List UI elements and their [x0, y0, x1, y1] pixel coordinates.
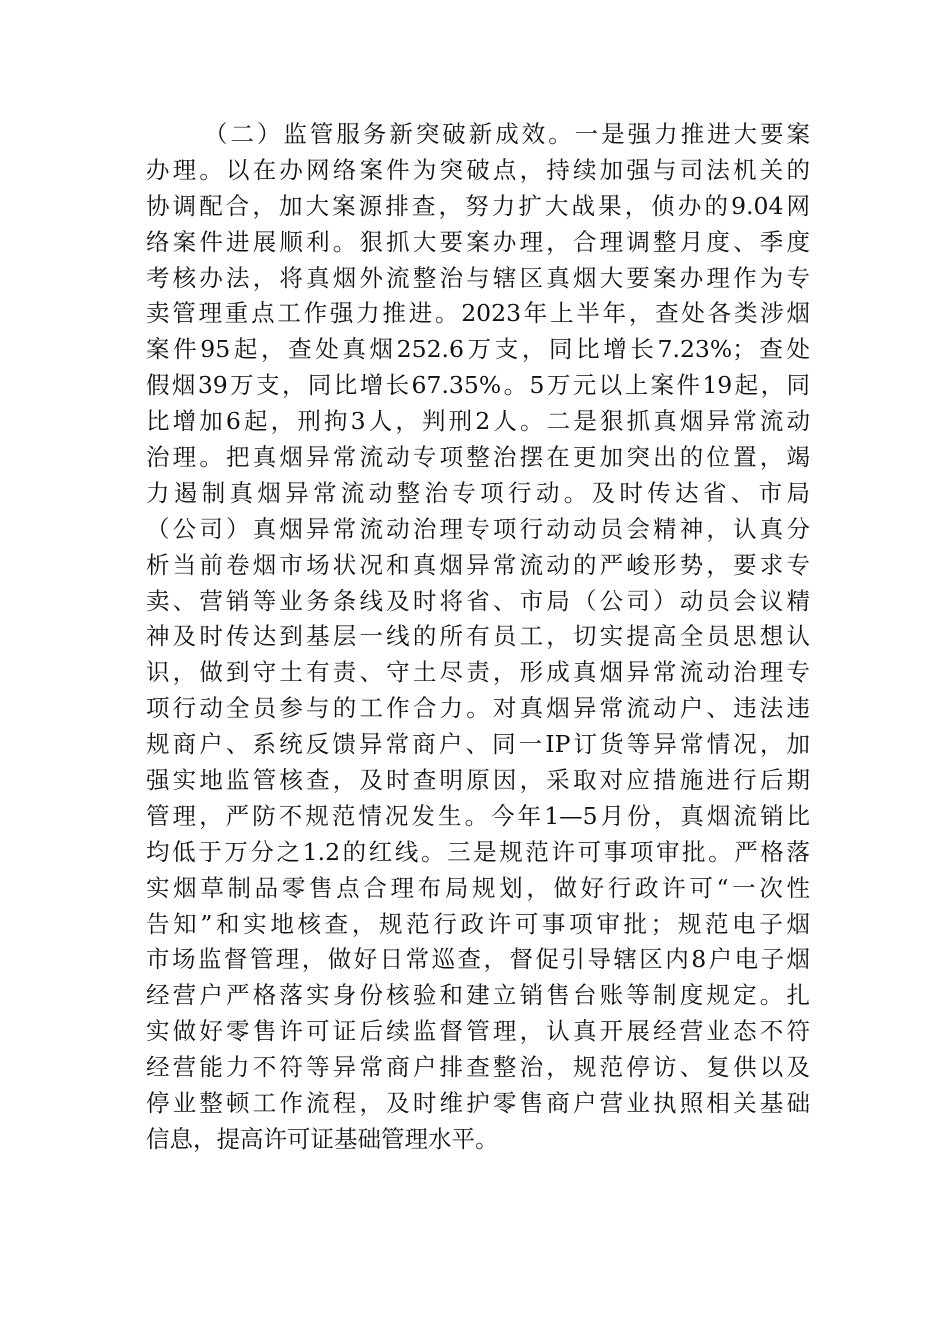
paragraph-line: 告知”和实地核查，规范行政许可事项审批；规范电子烟	[146, 909, 810, 938]
paragraph-line: 治理。把真烟异常流动专项整治摆在更加突出的位置，竭	[146, 443, 810, 472]
paragraph-line: 经营能力不符等异常商户排查整治，规范停访、复供以及	[146, 1053, 810, 1082]
paragraph-line: 办理。以在办网络案件为突破点，持续加强与司法机关的	[146, 155, 810, 184]
paragraph-line: 案件95起，查处真烟252.6万支，同比增长7.23%；查处	[146, 335, 810, 364]
paragraph-line: 络案件进展顺利。狠抓大要案办理，合理调整月度、季度	[146, 227, 810, 256]
paragraph-line: 强实地监管核查，及时查明原因，采取对应措施进行后期	[146, 766, 810, 795]
paragraph-line: 均低于万分之1.2的红线。三是规范许可事项审批。严格落	[146, 837, 810, 866]
paragraph-line: 管理，严防不规范情况发生。今年1—5月份，真烟流销比	[146, 801, 810, 830]
paragraph-line: 信息，提高许可证基础管理水平。	[146, 1124, 499, 1153]
paragraph-line: 实做好零售许可证后续监督管理，认真开展经营业态不符	[146, 1017, 810, 1046]
paragraph-line: 实烟草制品零售点合理布局规划，做好行政许可“一次性	[146, 873, 810, 902]
body-paragraph	[146, 117, 810, 1158]
paragraph-line: 经营户严格落实身份核验和建立销售台账等制度规定。扎	[146, 981, 810, 1010]
paragraph-line: （二）监管服务新突破新成效。一是强力推进大要案	[204, 120, 810, 148]
paragraph-line: 卖、营销等业务条线及时将省、市局（公司）动员会议精	[146, 586, 810, 615]
paragraph-line: 析当前卷烟市场状况和真烟异常流动的严峻形势，要求专	[146, 550, 810, 579]
paragraph-line: （公司）真烟异常流动治理专项行动动员会精神，认真分	[146, 514, 810, 543]
paragraph-line: 规商户、系统反馈异常商户、同一IP订货等异常情况，加	[146, 730, 810, 759]
paragraph-line: 卖管理重点工作强力推进。2023年上半年，查处各类涉烟	[146, 299, 810, 328]
paragraph-line: 协调配合，加大案源排查，努力扩大战果，侦办的9.04网	[146, 191, 810, 220]
paragraph-line: 识，做到守土有责、守土尽责，形成真烟异常流动治理专	[146, 658, 810, 687]
paragraph-line: 比增加6起，刑拘3人，判刑2人。二是狠抓真烟异常流动	[146, 407, 810, 436]
paragraph-line: 考核办法，将真烟外流整治与辖区真烟大要案办理作为专	[146, 263, 810, 292]
paragraph-line: 神及时传达到基层一线的所有员工，切实提高全员思想认	[146, 622, 810, 651]
paragraph-line: 假烟39万支，同比增长67.35%。5万元以上案件19起，同	[146, 371, 810, 400]
paragraph-line: 停业整顿工作流程，及时维护零售商户营业执照相关基础	[146, 1089, 810, 1118]
paragraph-line: 项行动全员参与的工作合力。对真烟异常流动户、违法违	[146, 694, 810, 723]
paragraph-line: 力遏制真烟异常流动整治专项行动。及时传达省、市局	[146, 478, 810, 507]
paragraph-line: 市场监督管理，做好日常巡查，督促引导辖区内8户电子烟	[146, 945, 810, 974]
